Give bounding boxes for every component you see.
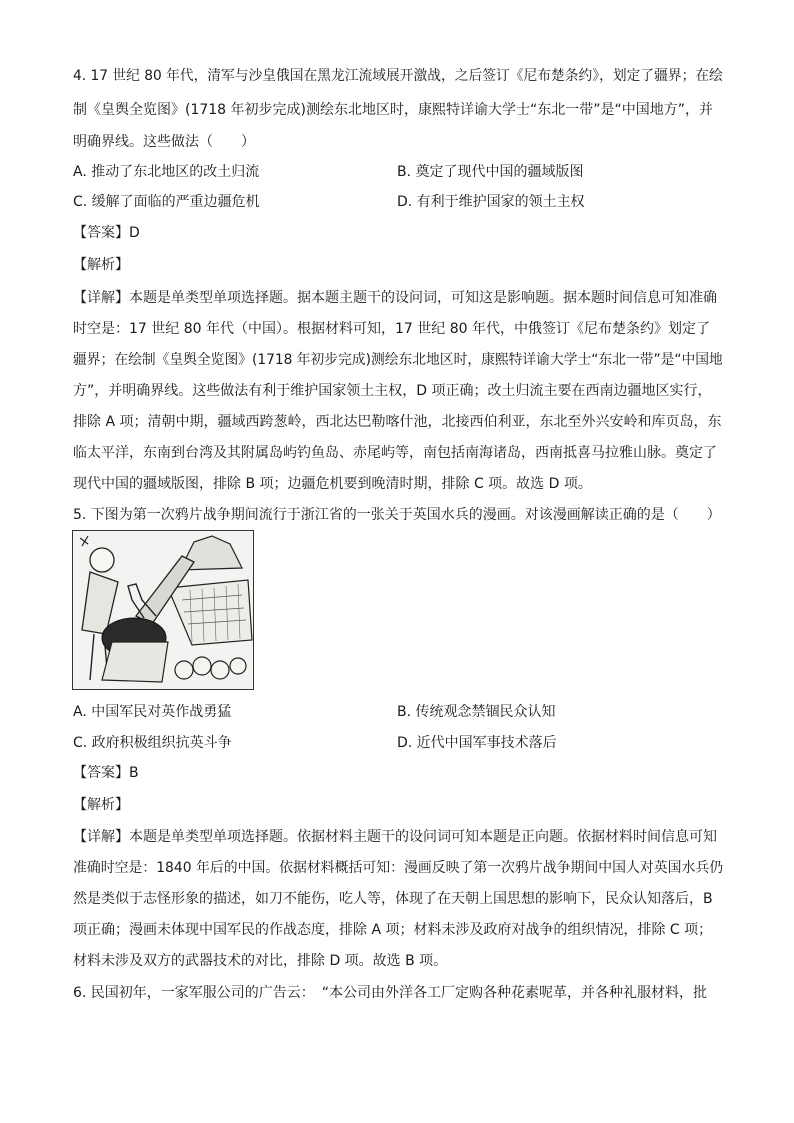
q5-option-d: D. 近代中国军事技术落后 <box>397 735 557 751</box>
q5-detail-line-2: 准确时空是：1840 年后的中国。依据材料概括可知：漫画反映了第一次鸦片战争期间中国人对英国水兵仍 <box>73 860 724 876</box>
q4-detail-line-6: 临太平洋，东南到台湾及其附属岛屿钓鱼岛、赤尾屿等，南包括南海诸岛，西南抵喜马拉雅山脉。奠定了 <box>73 445 717 461</box>
q5-detail-line-3: 然是类似于志怪形象的描述，如刀不能伤，吃人等，体现了在天朝上国思想的影响下，民众认知落后，B <box>73 891 713 907</box>
q4-answer: 【答案】D <box>73 225 140 241</box>
q4-option-c: C. 缓解了面临的严重边疆危机 <box>73 194 260 210</box>
q5-answer: 【答案】B <box>73 765 139 781</box>
q4-stem-line-2: 制《皇舆全览图》(1718 年初步完成)测绘东北地区时，康熙特详谕大学士“东北一带”是“中国地方”，并 <box>73 102 714 118</box>
q6-stem: 6. 民国初年，一家军服公司的广告云： “本公司由外洋各工厂定购各种花素呢革，并各种礼服材料，批 <box>73 985 708 1001</box>
q5-option-c: C. 政府积极组织抗英斗争 <box>73 735 232 751</box>
q4-detail-line-1: 【详解】本题是单类型单项选择题。据本题主题干的设问词，可知这是影响题。据本题时间信息可知准确 <box>73 290 717 306</box>
q4-detail-line-5: 排除 A 项；清朝中期，疆域西跨葱岭，西北达巴勒喀什池，北接西伯利亚，东北至外兴安岭和库页岛，东 <box>73 414 722 430</box>
q4-option-a: A. 推动了东北地区的改土归流 <box>73 164 260 180</box>
q5-option-a: A. 中国军民对英作战勇猛 <box>73 704 232 720</box>
q5-option-b: B. 传统观念禁锢民众认知 <box>397 704 556 720</box>
q4-detail-line-3: 疆界；在绘制《皇舆全览图》(1718 年初步完成)测绘东北地区时，康熙特详谕大学士“东北一带”是“中国地 <box>73 352 723 368</box>
q4-stem-line-1: 4. 17 世纪 80 年代，清军与沙皇俄国在黑龙江流域展开激战，之后签订《尼布楚条约》，划定了疆界；在绘 <box>73 68 723 84</box>
q4-detail-line-2: 时空是：17 世纪 80 年代（中国）。根据材料可知，17 世纪 80 年代，中俄签订《尼布楚条约》划定了 <box>73 321 710 337</box>
q5-stem: 5. 下图为第一次鸦片战争期间流行于浙江省的一张关于英国水兵的漫画。对该漫画解读正确的是（ ） <box>73 507 721 523</box>
q5-analysis-label: 【解析】 <box>73 797 129 813</box>
q5-detail-line-1: 【详解】本题是单类型单项选择题。依据材料主题干的设问词可知本题是正向题。依据材料时间信息可知 <box>73 829 717 845</box>
q4-option-b: B. 奠定了现代中国的疆域版图 <box>397 164 584 180</box>
q4-stem-line-3: 明确界线。这些做法（ ） <box>73 134 255 150</box>
cartoon-image <box>72 530 254 690</box>
q5-detail-line-5: 材料未涉及双方的武器技术的对比，排除 D 项。故选 B 项。 <box>73 953 448 969</box>
q4-detail-line-7: 现代中国的疆域版图，排除 B 项；边疆危机要到晚清时期，排除 C 项。故选 D 项。 <box>73 476 592 492</box>
q4-detail-line-4: 方”，并明确界线。这些做法有利于维护国家领土主权，D 项正确；改土归流主要在西南边疆地区实行， <box>73 383 712 399</box>
q5-detail-line-4: 项正确；漫画未体现中国军民的作战态度，排除 A 项；材料未涉及政府对战争的组织情况，排除 C 项； <box>73 922 713 938</box>
q4-analysis-label: 【解析】 <box>73 257 129 273</box>
q4-option-d: D. 有利于维护国家的领土主权 <box>397 194 585 210</box>
